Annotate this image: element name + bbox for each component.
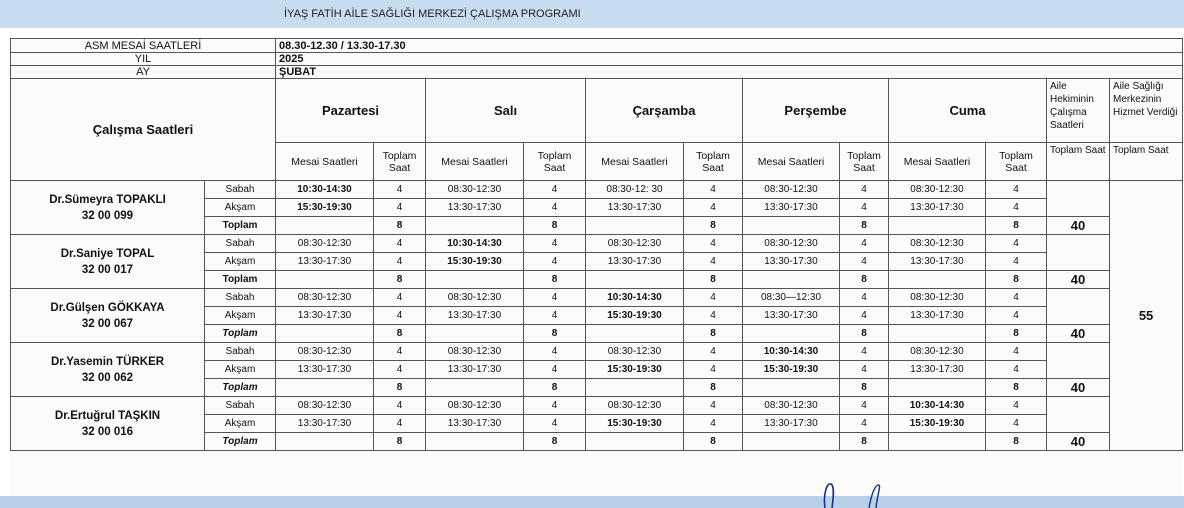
mesai-subheader: Mesai Saatleri	[889, 143, 986, 181]
family-doctor-cell	[1047, 343, 1110, 379]
shift-label-toplam: Toplam	[205, 271, 276, 289]
day-total-cell: 8	[840, 217, 889, 235]
time-cell: 13:30-17:30	[586, 253, 684, 271]
mesai-subheader: Mesai Saatleri	[743, 143, 840, 181]
hours-cell: 4	[524, 199, 586, 217]
empty-cell	[426, 325, 524, 343]
hours-cell: 4	[374, 235, 426, 253]
month-value: ŞUBAT	[276, 66, 1183, 79]
time-cell: 08:30-12:30	[276, 289, 374, 307]
day-total-cell: 8	[840, 379, 889, 397]
time-cell: 10:30-14:30	[743, 343, 840, 361]
toplam-subheader: Toplam Saat	[986, 143, 1047, 181]
day-total-cell: 8	[374, 433, 426, 451]
time-cell: 13:30-17:30	[889, 307, 986, 325]
shift-label-aksam: Akşam	[205, 199, 276, 217]
hours-cell: 4	[986, 397, 1047, 415]
hours-cell: 4	[986, 181, 1047, 199]
hours-cell: 4	[986, 343, 1047, 361]
day-total-cell: 8	[840, 325, 889, 343]
mesai-subheader: Mesai Saatleri	[276, 143, 374, 181]
hours-cell: 4	[986, 199, 1047, 217]
table-row	[11, 181, 1183, 199]
hours-cell: 4	[524, 181, 586, 199]
day-total-cell: 8	[524, 271, 586, 289]
doctor-cell	[11, 181, 205, 235]
year-label: YIL	[11, 53, 276, 66]
shift-label-toplam: Toplam	[205, 217, 276, 235]
year-value: 2025	[276, 53, 1183, 66]
doctor-name: Dr.Gülşen GÖKKAYA	[50, 301, 165, 314]
day-total-cell: 8	[684, 433, 743, 451]
day-total-cell: 8	[986, 379, 1047, 397]
day-total-cell: 8	[986, 271, 1047, 289]
hours-cell: 4	[840, 361, 889, 379]
hours-cell: 4	[840, 343, 889, 361]
empty-cell	[743, 379, 840, 397]
empty-cell	[743, 433, 840, 451]
hours-cell: 4	[986, 289, 1047, 307]
hours-cell: 4	[374, 289, 426, 307]
empty-cell	[276, 271, 374, 289]
hours-cell: 4	[524, 397, 586, 415]
hours-cell: 4	[524, 253, 586, 271]
hours-cell: 4	[374, 343, 426, 361]
mesai-subheader: Mesai Saatleri	[586, 143, 684, 181]
bottom-band	[0, 496, 1184, 508]
time-cell: 08:30-12:30	[586, 235, 684, 253]
hours-cell: 4	[840, 253, 889, 271]
doctor-cell	[11, 235, 205, 289]
family-doctor-cell	[1047, 397, 1110, 433]
center-header: Aile Sağlığı Merkezinin Hizmet Verdiği	[1110, 79, 1183, 143]
hours-cell: 4	[374, 199, 426, 217]
day-header: Çarşamba	[586, 79, 743, 143]
family-doctor-cell	[1047, 181, 1110, 217]
hours-cell: 4	[524, 415, 586, 433]
doctor-code: 32 00 067	[81, 317, 134, 330]
hours-cell: 4	[986, 415, 1047, 433]
time-cell: 08:30-12:30	[426, 181, 524, 199]
empty-cell	[889, 379, 986, 397]
day-total-cell: 8	[840, 271, 889, 289]
hours-cell: 4	[840, 199, 889, 217]
time-cell: 08:30-12:30	[743, 235, 840, 253]
toplam-subheader: Toplam Saat	[684, 143, 743, 181]
time-cell: 08:30—12:30	[743, 289, 840, 307]
doctor-cell	[11, 397, 205, 451]
time-cell: 15:30-19:30	[426, 253, 524, 271]
doctor-code: 32 00 017	[81, 263, 134, 276]
table-row	[11, 343, 1183, 361]
center-total-value: 55	[1110, 181, 1183, 451]
day-total-cell: 8	[840, 433, 889, 451]
hours-cell: 4	[524, 361, 586, 379]
time-cell: 08:30-12:30	[426, 289, 524, 307]
empty-cell	[586, 379, 684, 397]
time-cell: 08:30-12:30	[743, 181, 840, 199]
hours-cell: 4	[374, 361, 426, 379]
center-total-header: Toplam Saat	[1110, 143, 1183, 181]
day-total-cell: 8	[986, 217, 1047, 235]
shift-label-sabah: Sabah	[205, 343, 276, 361]
hours-cell: 4	[374, 253, 426, 271]
signature-mark	[805, 476, 895, 508]
day-total-cell: 8	[684, 271, 743, 289]
hours-cell: 4	[374, 181, 426, 199]
shift-label-toplam: Toplam	[205, 433, 276, 451]
hours-cell: 4	[840, 415, 889, 433]
hours-cell: 4	[524, 289, 586, 307]
hours-cell: 4	[986, 253, 1047, 271]
doctor-code: 32 00 016	[81, 425, 134, 438]
shift-label-sabah: Sabah	[205, 235, 276, 253]
day-total-cell: 8	[374, 217, 426, 235]
time-cell: 13:30-17:30	[743, 307, 840, 325]
day-total-cell: 8	[986, 325, 1047, 343]
time-cell: 08:30-12:30	[889, 343, 986, 361]
hours-cell: 4	[840, 181, 889, 199]
empty-cell	[586, 325, 684, 343]
hours-cell: 4	[374, 307, 426, 325]
day-header: Pazartesi	[276, 79, 426, 143]
hours-cell: 4	[840, 289, 889, 307]
time-cell: 10:30-14:30	[426, 235, 524, 253]
hours-cell: 4	[524, 343, 586, 361]
doctor-code: 32 00 062	[81, 371, 134, 384]
time-cell: 13:30-17:30	[426, 199, 524, 217]
empty-cell	[743, 325, 840, 343]
empty-cell	[426, 217, 524, 235]
weekly-total-cell: 40	[1047, 271, 1110, 289]
doctor-name: Dr.Sümeyra TOPAKLI	[49, 193, 166, 206]
empty-cell	[889, 433, 986, 451]
doctor-name: Dr.Saniye TOPAL	[60, 247, 155, 260]
hours-cell: 4	[524, 235, 586, 253]
empty-cell	[426, 271, 524, 289]
family-doctor-cell	[1047, 235, 1110, 271]
hours-cell: 4	[684, 361, 743, 379]
empty-cell	[889, 271, 986, 289]
empty-cell	[586, 217, 684, 235]
day-total-cell: 8	[986, 433, 1047, 451]
hours-cell: 4	[684, 343, 743, 361]
toplam-subheader: Toplam Saat	[374, 143, 426, 181]
time-cell: 08:30-12: 30	[586, 181, 684, 199]
empty-cell	[276, 379, 374, 397]
time-cell: 13:30-17:30	[743, 199, 840, 217]
schedule-table	[10, 38, 1183, 451]
hours-cell: 4	[986, 235, 1047, 253]
shift-label-toplam: Toplam	[205, 325, 276, 343]
time-cell: 08:30-12:30	[276, 343, 374, 361]
hours-cell: 4	[684, 235, 743, 253]
day-total-cell: 8	[374, 325, 426, 343]
time-cell: 15:30-19:30	[743, 361, 840, 379]
hours-cell: 4	[684, 181, 743, 199]
hours-label: ASM MESAİ SAATLERİ	[11, 39, 276, 53]
empty-cell	[426, 379, 524, 397]
shift-label-toplam: Toplam	[205, 379, 276, 397]
time-cell: 10:30-14:30	[889, 397, 986, 415]
time-cell: 13:30-17:30	[889, 199, 986, 217]
hours-cell: 4	[986, 361, 1047, 379]
time-cell: 08:30-12:30	[889, 181, 986, 199]
hours-cell: 4	[684, 199, 743, 217]
day-total-cell: 8	[684, 379, 743, 397]
day-header: Cuma	[889, 79, 1047, 143]
day-total-cell: 8	[524, 379, 586, 397]
hours-cell: 4	[374, 397, 426, 415]
page-title-bar	[0, 0, 1184, 28]
time-cell: 15:30-19:30	[586, 361, 684, 379]
empty-cell	[889, 325, 986, 343]
empty-cell	[743, 271, 840, 289]
doctor-name: Dr.Yasemin TÜRKER	[50, 355, 165, 368]
hours-cell: 4	[684, 289, 743, 307]
weekly-total-cell: 40	[1047, 433, 1110, 451]
time-cell: 15:30-19:30	[889, 415, 986, 433]
day-total-cell: 8	[684, 325, 743, 343]
time-cell: 08:30-12:30	[889, 235, 986, 253]
day-total-cell: 8	[374, 271, 426, 289]
time-cell: 08:30-12:30	[586, 397, 684, 415]
shift-label-sabah: Sabah	[205, 289, 276, 307]
time-cell: 13:30-17:30	[743, 415, 840, 433]
doctor-cell	[11, 343, 205, 397]
time-cell: 13:30-17:30	[743, 253, 840, 271]
day-total-cell: 8	[524, 217, 586, 235]
time-cell: 08:30-12:30	[889, 289, 986, 307]
time-cell: 13:30-17:30	[889, 361, 986, 379]
shift-label-aksam: Akşam	[205, 253, 276, 271]
time-cell: 15:30-19:30	[586, 307, 684, 325]
table-row	[11, 289, 1183, 307]
shift-label-aksam: Akşam	[205, 307, 276, 325]
time-cell: 13:30-17:30	[276, 415, 374, 433]
doctor-cell	[11, 289, 205, 343]
time-cell: 13:30-17:30	[276, 307, 374, 325]
empty-cell	[276, 325, 374, 343]
day-total-cell: 8	[684, 217, 743, 235]
day-header: Perşembe	[743, 79, 889, 143]
hours-cell: 4	[374, 415, 426, 433]
hours-cell: 4	[840, 235, 889, 253]
day-total-cell: 8	[524, 433, 586, 451]
weekly-total-cell: 40	[1047, 325, 1110, 343]
time-cell: 10:30-14:30	[276, 181, 374, 199]
shift-label-sabah: Sabah	[205, 397, 276, 415]
day-total-cell: 8	[524, 325, 586, 343]
hours-value: 08.30-12.30 / 13.30-17.30	[276, 39, 1183, 53]
time-cell: 13:30-17:30	[426, 361, 524, 379]
empty-cell	[889, 217, 986, 235]
empty-cell	[743, 217, 840, 235]
hours-cell: 4	[684, 253, 743, 271]
shift-label-sabah: Sabah	[205, 181, 276, 199]
time-cell: 13:30-17:30	[276, 361, 374, 379]
mesai-subheader: Mesai Saatleri	[426, 143, 524, 181]
time-cell: 13:30-17:30	[426, 307, 524, 325]
empty-cell	[586, 271, 684, 289]
day-header: Salı	[426, 79, 586, 143]
day-total-cell: 8	[374, 379, 426, 397]
hours-cell: 4	[840, 397, 889, 415]
time-cell: 13:30-17:30	[426, 415, 524, 433]
shift-label-aksam: Akşam	[205, 415, 276, 433]
time-cell: 15:30-19:30	[276, 199, 374, 217]
time-cell: 10:30-14:30	[586, 289, 684, 307]
weekly-total-cell: 40	[1047, 379, 1110, 397]
working-hours-header: Çalışma Saatleri	[11, 79, 276, 181]
time-cell: 08:30-12:30	[586, 343, 684, 361]
doctor-code: 32 00 099	[81, 209, 134, 222]
table-row	[11, 397, 1183, 415]
time-cell: 13:30-17:30	[889, 253, 986, 271]
time-cell: 08:30-12:30	[276, 235, 374, 253]
page-title: İYAŞ FATİH AİLE SAĞLIĞI MERKEZİ ÇALIŞMA PROGRAMI	[284, 8, 581, 20]
time-cell: 13:30-17:30	[586, 199, 684, 217]
family-doctor-total-header: Toplam Saat	[1047, 143, 1110, 181]
empty-cell	[276, 217, 374, 235]
month-label: AY	[11, 66, 276, 79]
weekly-total-cell: 40	[1047, 217, 1110, 235]
family-doctor-cell	[1047, 289, 1110, 325]
hours-cell: 4	[524, 307, 586, 325]
time-cell: 08:30-12:30	[426, 397, 524, 415]
time-cell: 08:30-12:30	[743, 397, 840, 415]
hours-cell: 4	[840, 307, 889, 325]
time-cell: 13:30-17:30	[276, 253, 374, 271]
hours-cell: 4	[684, 307, 743, 325]
hours-cell: 4	[986, 307, 1047, 325]
toplam-subheader: Toplam Saat	[840, 143, 889, 181]
empty-cell	[586, 433, 684, 451]
time-cell: 08:30-12:30	[276, 397, 374, 415]
time-cell: 15:30-19:30	[586, 415, 684, 433]
table-row	[11, 235, 1183, 253]
toplam-subheader: Toplam Saat	[524, 143, 586, 181]
doctor-name: Dr.Ertuğrul TAŞKIN	[54, 409, 161, 422]
empty-cell	[276, 433, 374, 451]
time-cell: 08:30-12:30	[426, 343, 524, 361]
hours-cell: 4	[684, 415, 743, 433]
hours-cell: 4	[684, 397, 743, 415]
empty-cell	[426, 433, 524, 451]
shift-label-aksam: Akşam	[205, 361, 276, 379]
family-doctor-header: Aile Hekiminin Çalışma Saatleri	[1047, 79, 1110, 143]
